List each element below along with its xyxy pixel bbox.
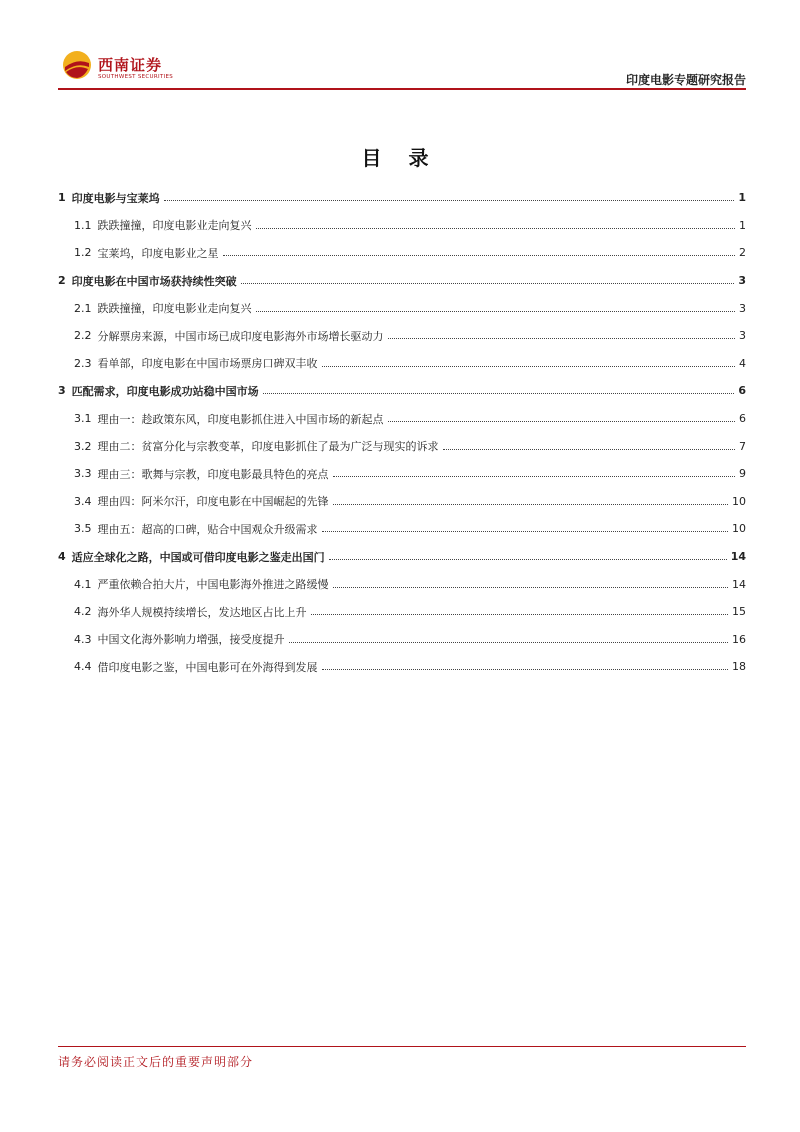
toc-entry-number: 2 <box>58 274 66 288</box>
toc-entry[interactable] <box>58 598 746 626</box>
toc-entry[interactable] <box>58 543 746 571</box>
toc-dot-leader <box>333 504 729 505</box>
toc-entry[interactable] <box>58 322 746 350</box>
toc-dot-leader <box>322 669 729 670</box>
toc-dot-leader <box>311 614 729 615</box>
company-logo <box>58 46 228 86</box>
toc-heading: 目 录 <box>361 146 439 170</box>
toc-entry-number: 2.2 <box>74 329 92 343</box>
toc-entry-title: 理由二：贫富分化与宗教变革，印度电影抓住了最为广泛与现实的诉求 <box>97 440 439 454</box>
toc-entry[interactable] <box>58 294 746 322</box>
toc-entry-page: 16 <box>732 632 746 646</box>
page-header <box>58 46 746 92</box>
toc-entry[interactable] <box>58 212 746 240</box>
toc-entry-title: 中国文化海外影响力增强，接受度提升 <box>97 633 285 647</box>
toc-entry-title: 理由五：超高的口碑，贴合中国观众升级需求 <box>97 522 318 536</box>
toc-entry-number: 4.3 <box>74 632 92 646</box>
toc-entry-title: 看单部，印度电影在中国市场票房口碑双丰收 <box>97 357 318 371</box>
toc-entry-title: 理由三：歌舞与宗教，印度电影最具特色的亮点 <box>97 467 329 481</box>
toc-entry-title: 海外华人规模持续增长，发达地区占比上升 <box>97 605 307 619</box>
report-title: 印度电影专题研究报告 <box>625 73 746 87</box>
toc-dot-leader <box>333 587 729 588</box>
toc-entry-title: 理由一：趁政策东风，印度电影抓住进入中国市场的新起点 <box>97 412 384 426</box>
toc-entry-title: 适应全球化之路，中国或可借印度电影之鉴走出国门 <box>71 550 325 564</box>
toc-entry[interactable] <box>58 405 746 433</box>
toc-dot-leader <box>443 449 736 450</box>
toc-entry-page: 4 <box>739 356 746 370</box>
toc-dot-leader <box>388 338 736 339</box>
toc-entry[interactable] <box>58 570 746 598</box>
toc-entry-page: 18 <box>732 660 746 674</box>
toc-entry-page: 3 <box>739 329 746 343</box>
toc-entry-page: 3 <box>739 301 746 315</box>
toc-dot-leader <box>329 559 727 560</box>
toc-entry-title: 分解票房来源，中国市场已成印度电影海外市场增长驱动力 <box>97 329 384 343</box>
toc-dot-leader <box>322 531 729 532</box>
toc-entry-page: 10 <box>732 522 746 536</box>
toc-entry-number: 4.1 <box>74 577 92 591</box>
toc-entry-number: 3.5 <box>74 522 92 536</box>
logo-emblem-icon <box>62 50 92 80</box>
toc-entry[interactable] <box>58 350 746 378</box>
toc-entry[interactable] <box>58 377 746 405</box>
toc-entry[interactable] <box>58 626 746 654</box>
header-divider <box>58 88 746 90</box>
toc-entry-title: 宝莱坞，印度电影业之星 <box>97 246 219 260</box>
toc-entry[interactable] <box>58 653 746 681</box>
toc-entry-number: 3.1 <box>74 412 92 426</box>
toc-entry[interactable] <box>58 184 746 212</box>
toc-dot-leader <box>263 393 735 394</box>
toc-entry-title: 借印度电影之鉴，中国电影可在外海得到发展 <box>97 660 318 674</box>
toc-entry[interactable] <box>58 239 746 267</box>
toc-entry-number: 3 <box>58 384 66 398</box>
toc-entry-number: 1.1 <box>74 218 92 232</box>
toc-dot-leader <box>256 311 736 312</box>
toc-entry-title: 严重依赖合拍大片，中国电影海外推进之路缓慢 <box>97 578 329 592</box>
logo-chinese-name: 西南证券 <box>98 56 163 74</box>
toc-entry-number: 3.4 <box>74 494 92 508</box>
toc-entry[interactable] <box>58 515 746 543</box>
toc-dot-leader <box>388 421 736 422</box>
footer-disclaimer: 请务必阅读正文后的重要声明部分 <box>58 1055 254 1069</box>
toc-entry-page: 15 <box>732 605 746 619</box>
logo-english-name: SOUTHWEST SECURITIES <box>98 74 174 80</box>
toc-entry-page: 14 <box>730 550 746 564</box>
toc-entry-title: 理由四：阿米尔汗，印度电影在中国崛起的先锋 <box>97 495 329 509</box>
toc-entry-page: 1 <box>739 218 746 232</box>
toc-entry[interactable] <box>58 460 746 488</box>
toc-dot-leader <box>164 200 735 201</box>
toc-entry-number: 1 <box>58 191 66 205</box>
toc-dot-leader <box>333 476 736 477</box>
toc-entry-number: 1.2 <box>74 246 92 260</box>
toc-entry-page: 14 <box>732 577 746 591</box>
toc-entry-title: 跌跌撞撞，印度电影业走向复兴 <box>97 302 252 316</box>
toc-dot-leader <box>289 642 729 643</box>
table-of-contents <box>58 184 746 681</box>
toc-dot-leader <box>241 283 735 284</box>
toc-entry-title: 印度电影与宝莱坞 <box>71 191 160 205</box>
toc-entry-page: 6 <box>738 384 746 398</box>
toc-entry-page: 6 <box>739 412 746 426</box>
toc-dot-leader <box>322 366 736 367</box>
toc-dot-leader <box>223 255 736 256</box>
toc-dot-leader <box>256 228 736 229</box>
toc-entry-number: 4.2 <box>74 605 92 619</box>
toc-entry-number: 2.3 <box>74 356 92 370</box>
toc-entry-page: 7 <box>739 439 746 453</box>
toc-entry-page: 10 <box>732 494 746 508</box>
toc-entry[interactable] <box>58 432 746 460</box>
toc-entry-page: 1 <box>738 191 746 205</box>
toc-entry-page: 2 <box>739 246 746 260</box>
toc-entry-number: 3.2 <box>74 439 92 453</box>
toc-entry-number: 2.1 <box>74 301 92 315</box>
toc-entry-title: 印度电影在中国市场获持续性突破 <box>71 274 237 288</box>
toc-entry-title: 匹配需求，印度电影成功站稳中国市场 <box>71 384 259 398</box>
toc-entry-page: 9 <box>739 467 746 481</box>
toc-entry-number: 3.3 <box>74 467 92 481</box>
toc-entry-number: 4 <box>58 550 66 564</box>
toc-entry-number: 4.4 <box>74 660 92 674</box>
footer-divider <box>58 1046 746 1047</box>
toc-entry-title: 跌跌撞撞，印度电影业走向复兴 <box>97 219 252 233</box>
toc-entry[interactable] <box>58 267 746 295</box>
toc-entry[interactable] <box>58 488 746 516</box>
toc-entry-page: 3 <box>738 274 746 288</box>
